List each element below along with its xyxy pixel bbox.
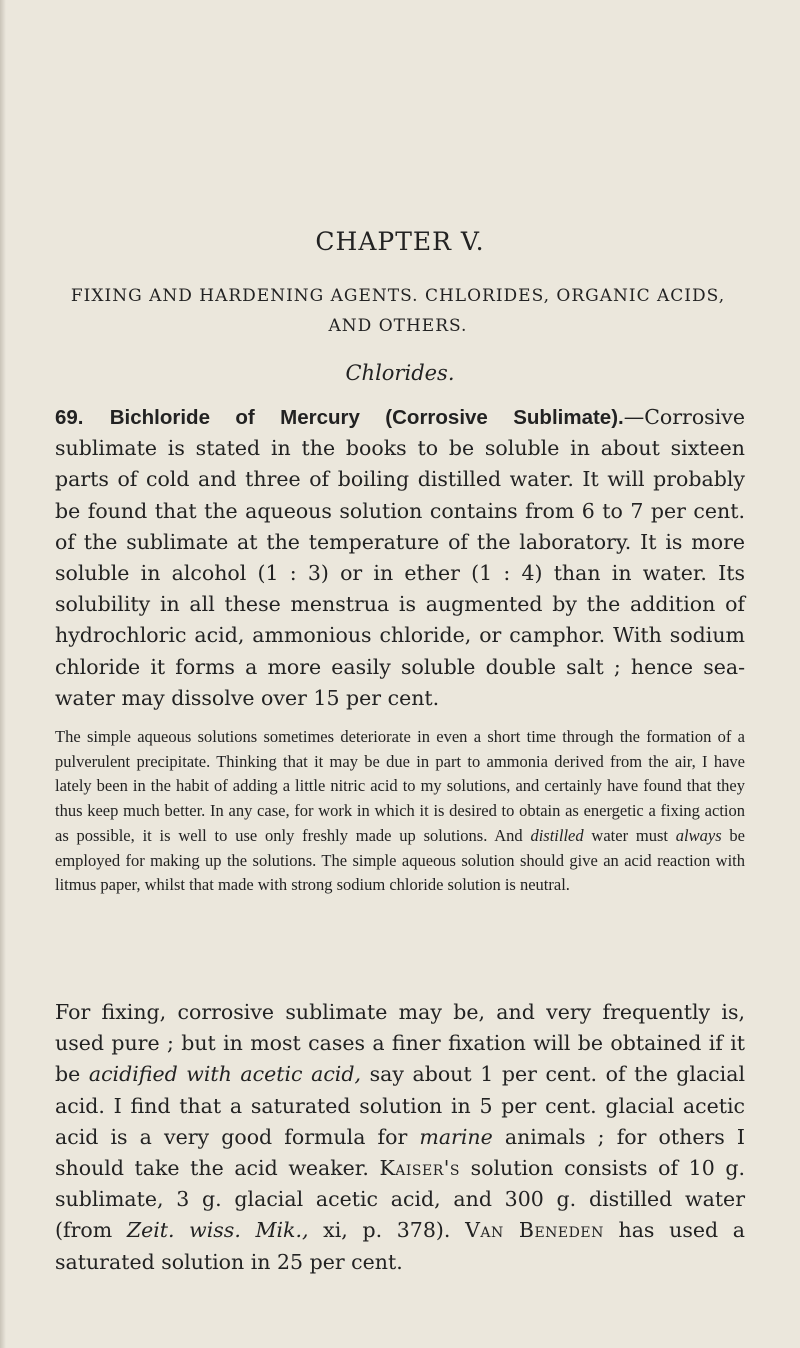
paragraph-body: —Corrosive sublimate is stated in the books to be soluble in about sixteen parts of cold and three of boiling distilled water. It will probably be found that the aqueous solution contains from 6 to 7 per cent. of the sublimate at the temperature of the laboratory. It is more soluble in alcohol (1 : 3) or in ether (1 : 4) than in water. Its solubility in all these menstrua is augmented by the addition of hydrochloric acid, ammonious chloride, or camphor. With sodium chloride it forms a more easily soluble double salt ; hence sea-water may dissolve over 15 per cent. bbox=[55, 405, 745, 710]
fixing-italic-marine: marine bbox=[419, 1124, 493, 1149]
note-text-2: water must bbox=[583, 825, 676, 845]
fixing-text-4: solution consists of 10 g. sublimate, 3 g. glacial acetic acid, and 300 g. distilled water (from bbox=[55, 1156, 746, 1243]
subheading-chlorides: Chlorides. bbox=[345, 361, 455, 385]
fixing-text-1: For fixing, corrosive sublimate may be, and very frequently is, used pure ; but in most cases a finer fixation will be obtained if it be bbox=[55, 1000, 745, 1087]
chapter-heading: CHAPTER V. bbox=[315, 227, 485, 256]
page-gutter-shadow bbox=[0, 0, 6, 1348]
paragraph-heading: Bichloride of Mercury (Corrosive Sublimate). bbox=[109, 406, 624, 429]
fixing-paragraph bbox=[55, 997, 745, 1278]
note-text-3: be employed for making up the solutions. The simple aqueous solution should give an acid reaction with litmus paper, whilst that made with strong sodium chloride solution is neutral. bbox=[55, 825, 746, 895]
paragraph-69 bbox=[55, 402, 745, 714]
note-italic-distilled: distilled bbox=[530, 825, 584, 845]
note-italic-always: always bbox=[675, 825, 722, 845]
note-paragraph bbox=[55, 725, 745, 898]
note-text-1: The simple aqueous solutions sometimes deteriorate in even a short time through the formation of a pulverulent precipitate. Thinking that it may be due in part to ammonia derived from the air, I have lately been in the habit of adding a little nitric acid to my solutions, and certainly have found that they thus keep much better. In any case, for work in which it is desired to obtain as energetic a fixing action as possible, it is well to use only freshly made up solutions. And bbox=[55, 727, 745, 845]
section-title: FIXING AND HARDENING AGENTS. CHLORIDES, ORGANIC ACIDS, AND OTHERS. bbox=[70, 286, 726, 336]
fixing-text-3: animals ; for others I should take the acid weaker. bbox=[55, 1124, 745, 1181]
author-kaiser: Kaiser's bbox=[379, 1156, 460, 1181]
author-van-beneden: Van Beneden bbox=[465, 1218, 604, 1243]
citation-zeit-wiss-mik: Zeit. wiss. Mik., bbox=[126, 1218, 309, 1243]
fixing-text-6: has used a saturated solution in 25 per cent. bbox=[55, 1218, 745, 1274]
paragraph-number: 69. bbox=[55, 406, 84, 429]
fixing-italic-acidified: acidified with acetic acid, bbox=[88, 1062, 362, 1087]
fixing-text-2: say about 1 per cent. of the glacial acid. I find that a saturated solution in 5 per cent. glacial acetic acid is a very good formula for bbox=[55, 1062, 745, 1149]
fixing-text-5: xi, p. 378). bbox=[308, 1218, 466, 1243]
